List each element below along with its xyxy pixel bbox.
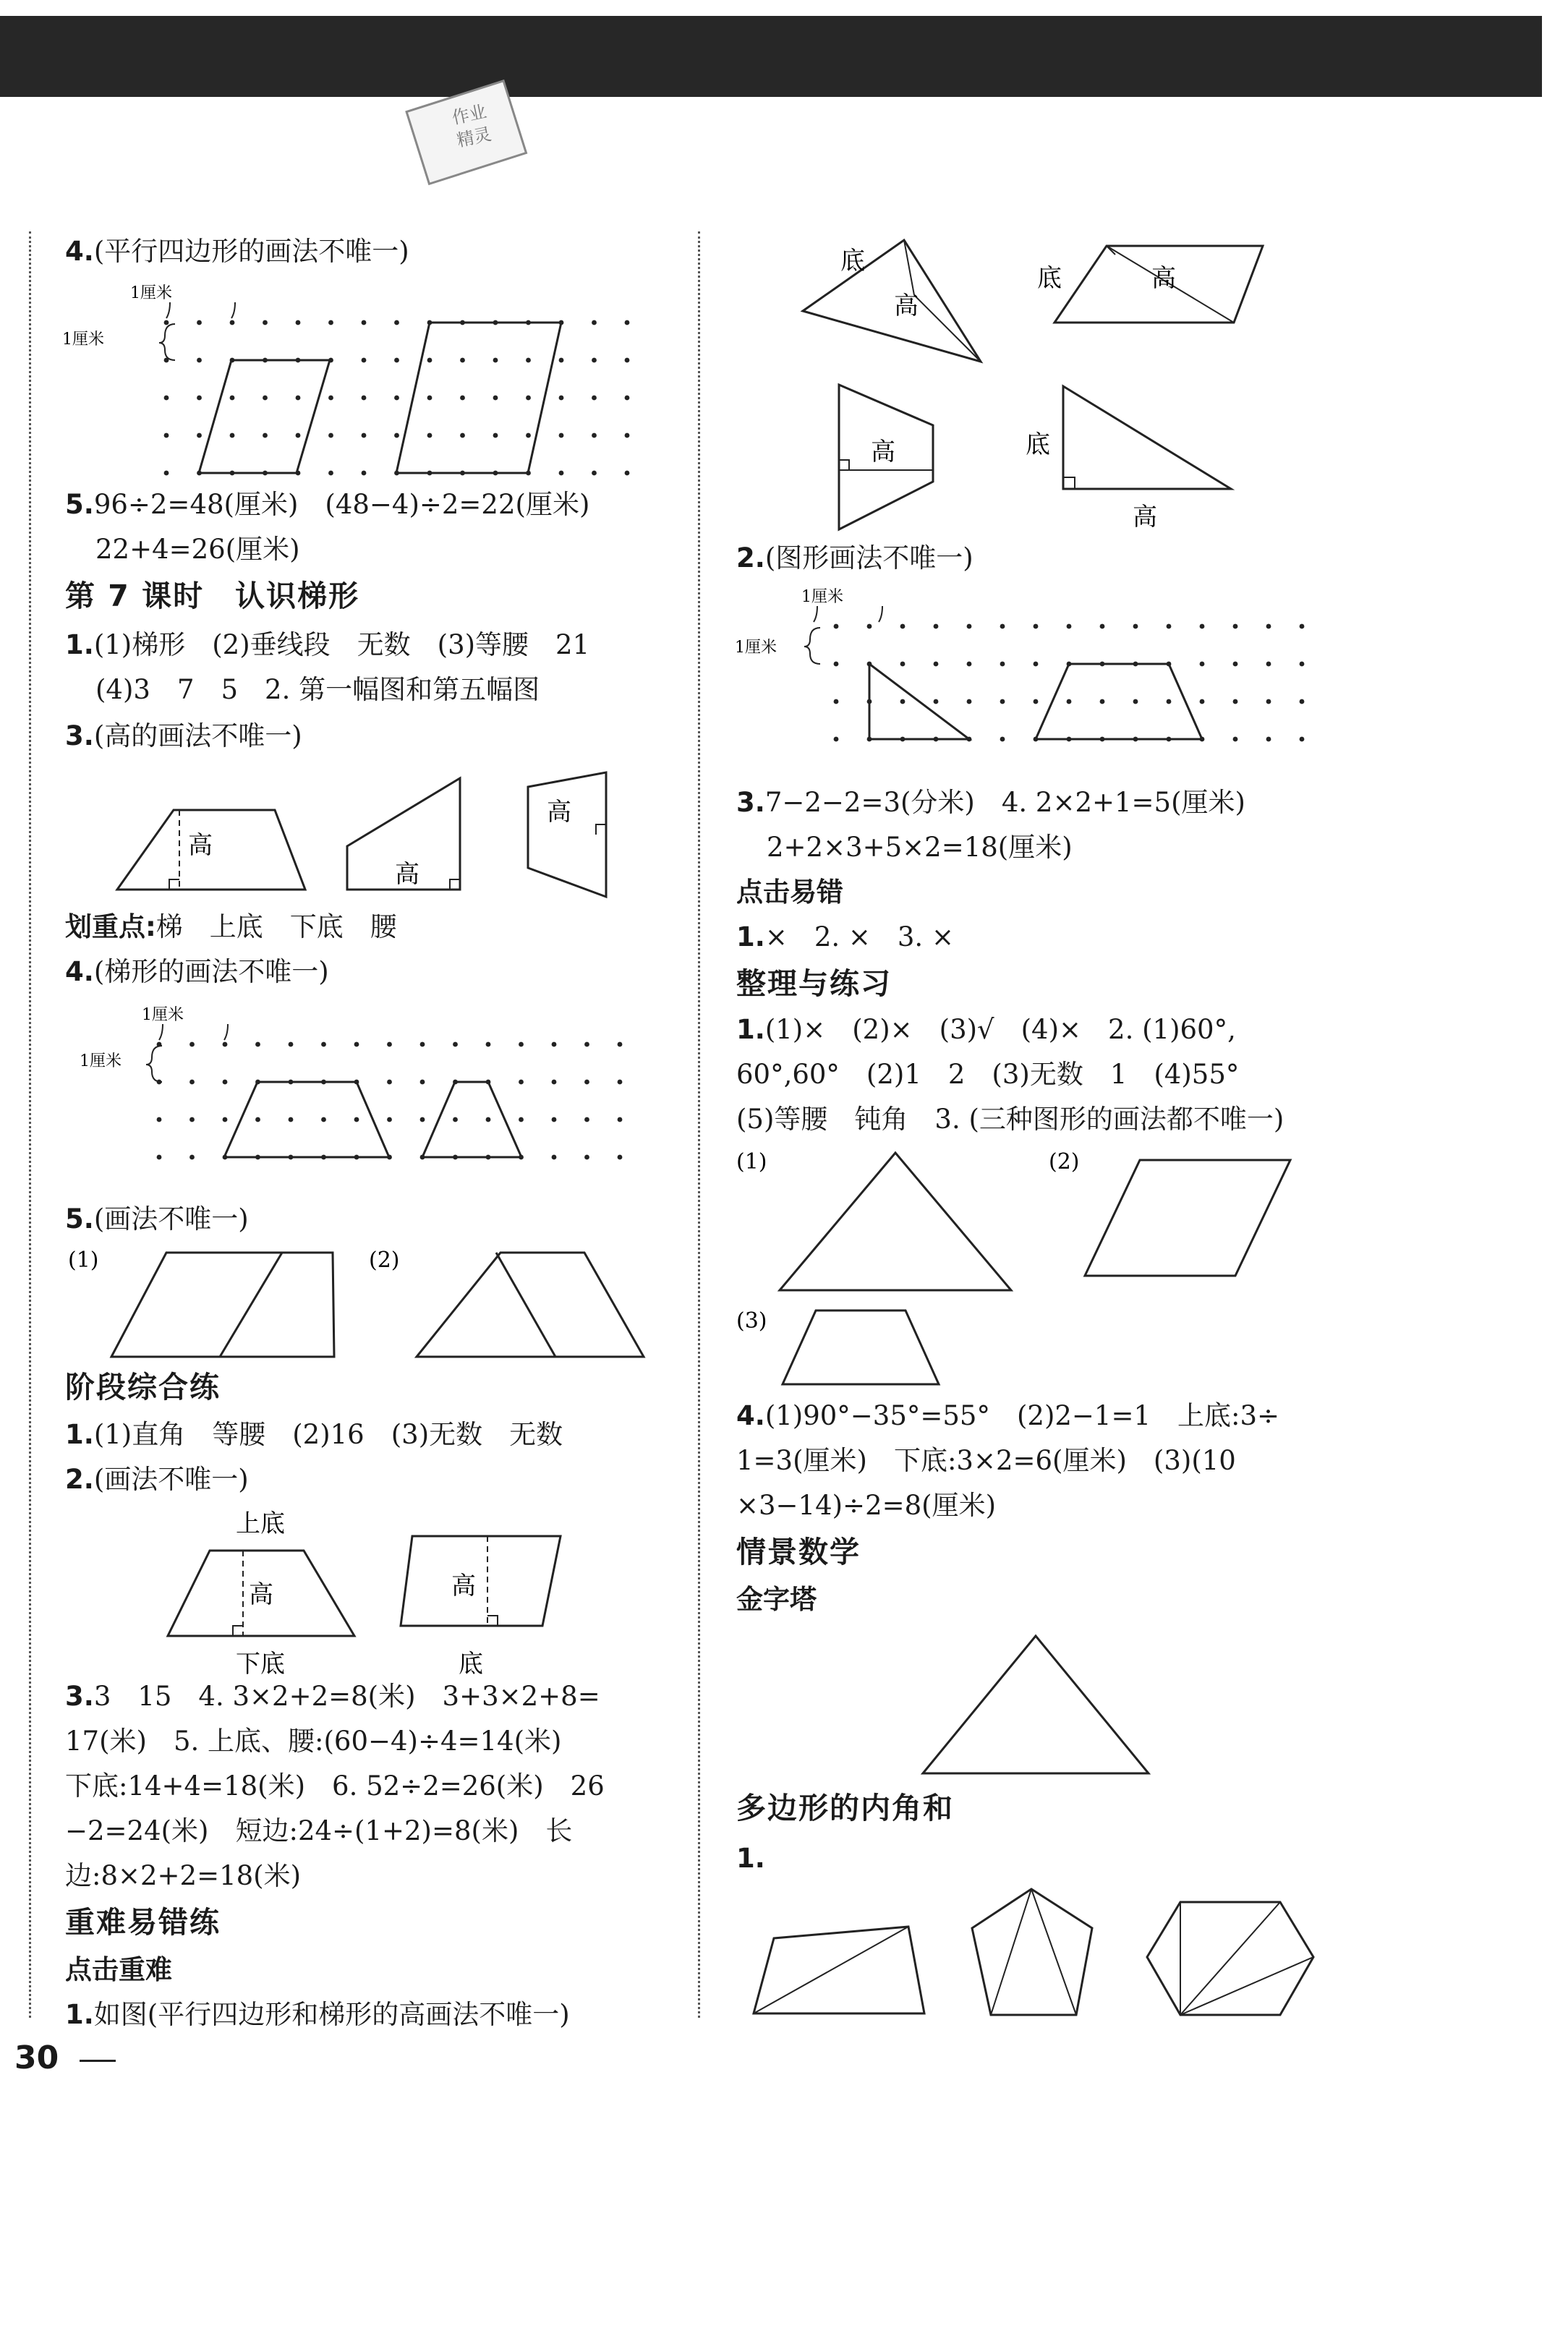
right-line-3: 2+2×3+5×2=18(厘米) <box>767 832 1073 863</box>
left-line-13: 2.(画法不唯一) <box>65 1464 249 1495</box>
grid-dot <box>427 358 433 363</box>
right-line-9: (5)等腰 钝角 3. (三种图形的画法都不唯一) <box>736 1104 1284 1135</box>
grid-dots <box>164 320 630 476</box>
grid-dot <box>559 358 564 363</box>
grid-dot <box>1266 737 1271 742</box>
grid-dot <box>263 433 268 438</box>
grid-dot <box>900 662 906 667</box>
right-line-10: 4.(1)90°−35°=55° (2)2−1=1 上底:3÷ <box>736 1400 1280 1431</box>
grid-dot <box>967 699 972 704</box>
grid-dot <box>460 433 465 438</box>
parallelogram-splits <box>65 1241 658 1364</box>
grid-dot <box>321 1117 326 1122</box>
grid-dot <box>362 433 367 438</box>
grid-dot <box>1300 662 1305 667</box>
right-line-11: 1=3(厘米) 下底:3×2=6(厘米) (3)(10 <box>736 1445 1236 1476</box>
grid-dot <box>1300 737 1305 742</box>
grid-dot <box>189 1042 195 1047</box>
grid-dot <box>223 1117 228 1122</box>
parallelogram-stage <box>401 1536 561 1626</box>
label-height-1: 高 <box>188 831 213 860</box>
grid-dot <box>584 1117 589 1122</box>
left-line-6: (4)3 7 5 2. 第一幅图和第五幅图 <box>95 674 540 705</box>
grid-dot <box>263 396 268 401</box>
pentagon <box>972 1889 1092 2015</box>
triangle-top-left <box>803 240 981 362</box>
grid-dot <box>1200 624 1205 629</box>
grid-dot <box>328 320 333 325</box>
left-line-21: 1.如图(平行四边形和梯形的高画法不唯一) <box>65 1999 570 2030</box>
grid-dot <box>1067 699 1072 704</box>
grid-dot <box>559 471 564 476</box>
grid-dot <box>296 433 301 438</box>
grid-dot <box>967 662 972 667</box>
grid-dot <box>420 1042 425 1047</box>
grid-dot <box>900 624 906 629</box>
left-line-5: 1.(1)梯形 (2)垂线段 无数 (3)等腰 21 <box>65 629 590 660</box>
grid-dot <box>526 396 531 401</box>
grid-dot <box>230 396 235 401</box>
stage-trapezoid-parallelogram <box>159 1507 608 1681</box>
label-height-3: 高 <box>547 798 571 827</box>
grid-dot <box>230 433 235 438</box>
section-heading-review: 整理与练习 <box>736 966 892 1001</box>
label-lower-base: 下底 <box>236 1650 285 1679</box>
right-line-2: 3.7−2−2=3(分米) 4. 2×2+1=5(厘米) <box>736 787 1245 818</box>
grid-dot <box>834 662 839 667</box>
grid-dot <box>1167 624 1172 629</box>
grid-dot <box>519 1042 524 1047</box>
grid-dot <box>1233 624 1238 629</box>
grid-dot <box>552 1117 557 1122</box>
base-height-shapes <box>788 231 1280 535</box>
grid-dot <box>552 1080 557 1085</box>
grid-dot <box>328 433 333 438</box>
grid-dot <box>1100 699 1105 704</box>
grid-dot <box>296 320 301 325</box>
grid-dot <box>592 471 597 476</box>
quadrilateral <box>754 1927 924 2013</box>
parallelogram-b <box>396 323 561 473</box>
review-rhombus <box>1085 1160 1290 1276</box>
grid-dot <box>592 320 597 325</box>
key-points-line: 划重点:梯 上底 下底 腰 <box>65 911 397 942</box>
grid-dot <box>189 1155 195 1160</box>
grid-dot <box>552 1042 557 1047</box>
grid-dot <box>197 396 202 401</box>
unit-label-side: 1厘米 <box>62 331 104 349</box>
grid-dot <box>1233 737 1238 742</box>
grid-dot <box>493 396 498 401</box>
grid-dot <box>625 471 630 476</box>
grid-dot <box>1200 699 1205 704</box>
grid-dot <box>618 1080 623 1085</box>
trapezoid-grid-r <box>1036 664 1202 739</box>
grid-dot <box>1233 699 1238 704</box>
trapezoid-3 <box>528 772 606 897</box>
grid-dot <box>354 1042 359 1047</box>
grid-dot <box>1167 699 1172 704</box>
section-heading-difficult: 重难易错练 <box>65 1905 221 1940</box>
unit-label-top: 1厘米 <box>130 284 172 302</box>
grid-dot <box>157 1155 162 1160</box>
label-height-r4: 高 <box>1133 503 1157 532</box>
section-heading-polygon: 多边形的内角和 <box>736 1791 954 1825</box>
grid-dot <box>164 396 169 401</box>
page-number: 30 <box>14 2039 59 2076</box>
right-line-8: 60°,60° (2)1 2 (3)无数 1 (4)55° <box>736 1059 1240 1090</box>
grid-dot <box>263 320 268 325</box>
left-line-7: 3.(高的画法不唯一) <box>65 720 302 751</box>
grid-dot <box>197 433 202 438</box>
grid-dot <box>559 433 564 438</box>
grid-dot <box>526 358 531 363</box>
grid-dot <box>164 433 169 438</box>
grid-dot <box>584 1080 589 1085</box>
subheading-pyramid: 金字塔 <box>736 1584 817 1615</box>
label-base-r1: 底 <box>840 247 865 276</box>
grid-dot <box>559 396 564 401</box>
trapezoid-heights <box>108 767 629 904</box>
grid-dot <box>255 1042 260 1047</box>
label-height-r2: 高 <box>1151 264 1176 293</box>
right-triangle-lower <box>1063 386 1231 489</box>
grid-dot <box>592 396 597 401</box>
page-number-dash <box>80 2060 116 2062</box>
grid-dot <box>387 1080 392 1085</box>
left-margin-rule <box>29 231 33 2018</box>
review-triangle <box>780 1153 1011 1290</box>
right-line-12: ×3−14)÷2=8(厘米) <box>736 1490 997 1521</box>
dot-grid-trapezoids <box>72 1001 665 1189</box>
grid-dot <box>934 699 939 704</box>
grid-dot <box>427 433 433 438</box>
label-height-r1: 高 <box>894 291 919 320</box>
grid-dot <box>189 1117 195 1122</box>
left-line-1: 4.(平行四边形的画法不唯一) <box>65 236 409 267</box>
review-shapes <box>736 1143 1344 1389</box>
grid-dot <box>486 1042 491 1047</box>
left-line-17: −2=24(米) 短边:24÷(1+2)=8(米) 长 <box>65 1815 573 1846</box>
left-line-3: 22+4=26(厘米) <box>95 534 300 565</box>
column-divider <box>698 231 702 2018</box>
grid-dot <box>552 1155 557 1160</box>
unit-label-top-2: 1厘米 <box>142 1006 184 1024</box>
grid-dot <box>362 396 367 401</box>
grid-dot <box>189 1080 195 1085</box>
grid-dot <box>394 396 399 401</box>
grid-dot <box>460 396 465 401</box>
pyramid-triangle <box>919 1627 1164 1786</box>
trapezoid-grid-1 <box>224 1082 389 1157</box>
grid-dot <box>223 1042 228 1047</box>
grid-dot <box>223 1080 228 1085</box>
shape-5-2 <box>417 1253 644 1357</box>
right-line-7: 1.(1)× (2)× (3)√ (4)× 2. (1)60°, <box>736 1014 1236 1045</box>
grid-dot <box>1266 624 1271 629</box>
label-upper-base: 上底 <box>236 1509 285 1538</box>
right-line-1: 2.(图形画法不唯一) <box>736 542 973 574</box>
grid-dot <box>592 433 597 438</box>
unit-label-side-3: 1厘米 <box>735 639 777 657</box>
label-height-stage-2: 高 <box>451 1572 476 1600</box>
grid-dot <box>584 1155 589 1160</box>
grid-dot <box>427 396 433 401</box>
grid-dot <box>394 433 399 438</box>
grid-dot <box>1034 624 1039 629</box>
grid-dot <box>1000 737 1005 742</box>
grid-dot <box>354 1117 359 1122</box>
grid-dot <box>867 624 872 629</box>
left-line-16: 下底:14+4=18(米) 6. 52÷2=26(米) 26 <box>65 1770 605 1802</box>
grid-dot <box>296 396 301 401</box>
grid-dot <box>834 624 839 629</box>
label-review-3: (3) <box>736 1308 767 1334</box>
grid-dot <box>1200 662 1205 667</box>
grid-dot <box>625 433 630 438</box>
grid-dot <box>321 1042 326 1047</box>
right-line-5: 1.× 2. × 3. × <box>736 921 954 952</box>
label-height-2: 高 <box>395 860 419 889</box>
grid-dot <box>618 1155 623 1160</box>
grid-dot <box>164 471 169 476</box>
shape-5-1 <box>111 1253 334 1357</box>
label-part-2: (2) <box>369 1248 400 1273</box>
section-heading-lesson7: 第 7 课时 认识梯形 <box>65 579 360 613</box>
grid-dot <box>519 1117 524 1122</box>
subheading-errors: 点击易错 <box>736 877 843 908</box>
grid-dot <box>900 699 906 704</box>
grid-dot <box>526 433 531 438</box>
grid-dot <box>625 358 630 363</box>
stamp-text-2: 精灵 <box>455 124 493 151</box>
label-review-2: (2) <box>1049 1149 1080 1175</box>
grid-dot <box>387 1042 392 1047</box>
grid-dot <box>1034 699 1039 704</box>
grid-dot <box>453 1042 458 1047</box>
stamp-text-1: 作业 <box>450 101 489 129</box>
unit-label-top-3: 1厘米 <box>801 588 843 606</box>
grid-dot <box>1000 662 1005 667</box>
triangle-grid <box>869 664 969 739</box>
grid-dot <box>1000 624 1005 629</box>
left-line-9: 4.(梯形的画法不唯一) <box>65 956 329 987</box>
grid-dot <box>230 320 235 325</box>
label-height-r3: 高 <box>871 438 895 466</box>
section-heading-stage: 阶段综合练 <box>65 1370 221 1404</box>
grid-dot <box>584 1042 589 1047</box>
dot-grid-triangle-trapezoid <box>730 583 1367 764</box>
grid-dot <box>834 737 839 742</box>
grid-dot <box>1266 662 1271 667</box>
grid-dot <box>834 699 839 704</box>
grid-dot <box>328 471 333 476</box>
grid-dot <box>1000 699 1005 704</box>
grid-dot <box>967 624 972 629</box>
label-height-stage-1: 高 <box>249 1580 273 1609</box>
label-base-r4: 底 <box>1026 430 1050 459</box>
grid-dot <box>1034 662 1039 667</box>
grid-dot <box>157 1117 162 1122</box>
polygon-diagonals <box>752 1880 1331 2039</box>
label-review-1: (1) <box>736 1149 767 1175</box>
grid-dot <box>197 358 202 363</box>
grid-dot <box>362 358 367 363</box>
grid-dot <box>387 1117 392 1122</box>
grid-dot <box>197 320 202 325</box>
grid-dot <box>625 320 630 325</box>
scan-top-bar <box>0 16 1542 97</box>
pyramid-shape <box>923 1636 1149 1773</box>
grid-dot <box>1133 699 1138 704</box>
label-base-r2: 底 <box>1037 264 1062 293</box>
right-line-16: 1. <box>736 1843 765 1874</box>
label-part-1: (1) <box>68 1248 99 1273</box>
subheading-key: 点击重难 <box>65 1954 172 1985</box>
trapezoid-grid-2 <box>422 1082 521 1157</box>
grid-dot <box>519 1080 524 1085</box>
left-line-2: 5.96÷2=48(厘米) (48−4)÷2=22(厘米) <box>65 489 590 520</box>
grid-dot <box>394 358 399 363</box>
grid-dot <box>328 396 333 401</box>
grid-dot <box>592 358 597 363</box>
grid-dot <box>362 320 367 325</box>
grid-dot <box>1100 624 1105 629</box>
grid-dot <box>934 624 939 629</box>
grid-dot <box>394 320 399 325</box>
grid-dot <box>164 320 169 325</box>
left-line-12: 1.(1)直角 等腰 (2)16 (3)无数 无数 <box>65 1419 563 1450</box>
left-line-14: 3.3 15 4. 3×2+2=8(米) 3+3×2+8= <box>65 1681 600 1712</box>
grid-dot <box>1300 624 1305 629</box>
parallelogram-a <box>199 360 330 473</box>
grid-dot <box>493 358 498 363</box>
grid-dot <box>618 1117 623 1122</box>
section-heading-scene: 情景数学 <box>736 1535 861 1569</box>
grid-dot <box>1133 624 1138 629</box>
grid-dot <box>493 433 498 438</box>
dot-grid-parallelograms <box>58 279 680 482</box>
grid-dot <box>1266 699 1271 704</box>
left-line-18: 边:8×2+2=18(米) <box>65 1860 302 1891</box>
grid-dot <box>934 662 939 667</box>
grid-dot <box>460 358 465 363</box>
grid-dot <box>625 396 630 401</box>
grid-dot <box>420 1080 425 1085</box>
grid-dot <box>618 1042 623 1047</box>
left-line-10: 5.(画法不唯一) <box>65 1203 249 1235</box>
grid-dot <box>289 1117 294 1122</box>
grid-dot <box>486 1117 491 1122</box>
left-line-15: 17(米) 5. 上底、腰:(60−4)÷4=14(米) <box>65 1726 562 1757</box>
grid-dot <box>420 1117 425 1122</box>
grid-dot <box>453 1117 458 1122</box>
grid-dot <box>1300 699 1305 704</box>
grid-dot <box>255 1117 260 1122</box>
review-trapezoid <box>783 1310 939 1384</box>
grid-dot <box>1233 662 1238 667</box>
label-base-stage: 底 <box>459 1650 483 1679</box>
grid-dot <box>362 471 367 476</box>
grid-dot <box>289 1042 294 1047</box>
grid-dot <box>1067 624 1072 629</box>
unit-label-side-2: 1厘米 <box>80 1052 122 1070</box>
